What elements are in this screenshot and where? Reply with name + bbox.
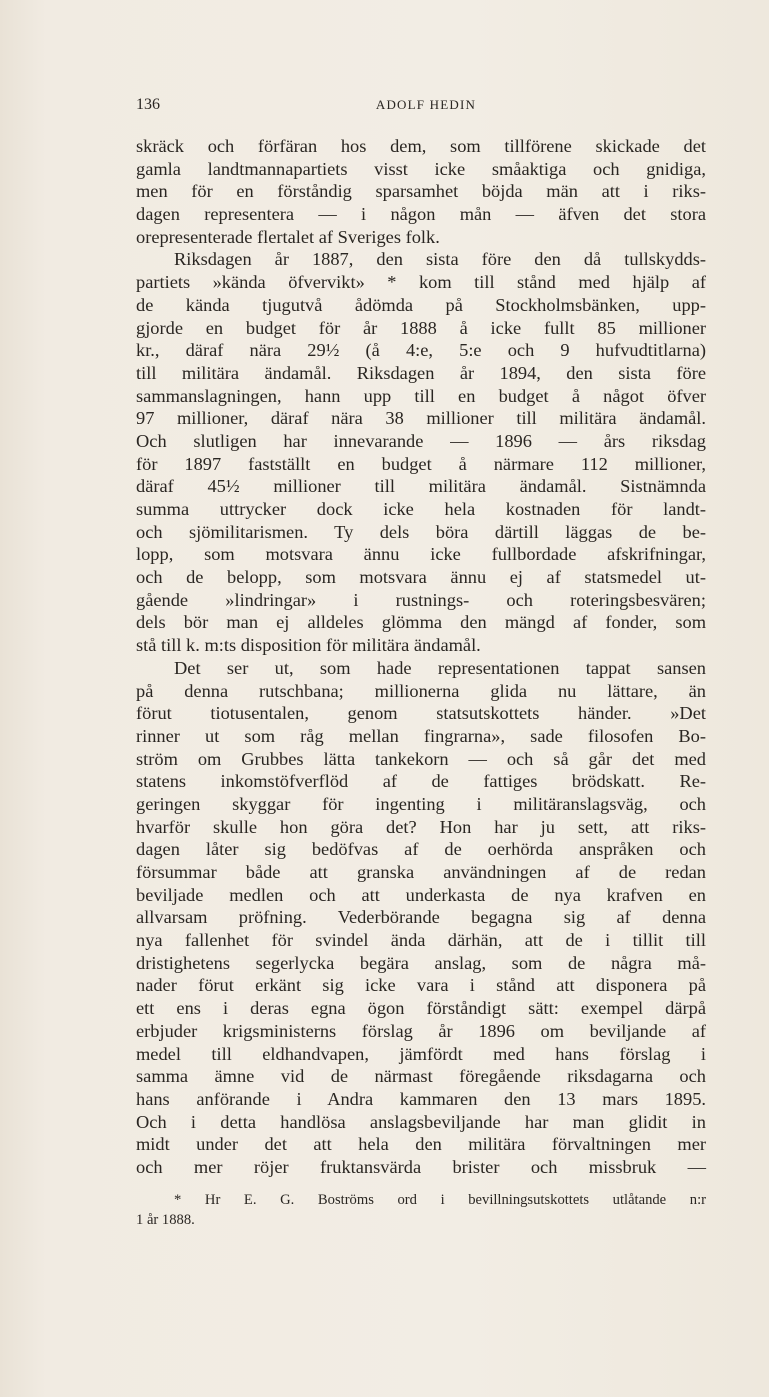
text-line: till militära ändamål. Riksdagen år 1894, den sista före bbox=[136, 362, 706, 383]
text-line: hvarför skulle hon göra det? Hon har ju sett, att riks- bbox=[136, 816, 706, 837]
text-line: beviljade medlen och att underkasta de nya krafven en bbox=[136, 884, 706, 905]
text-line: stå till k. m:ts disposition för militära ändamål. bbox=[136, 635, 481, 656]
text-line: kr., däraf nära 29½ (å 4:e, 5:e och 9 hufvudtitlarna) bbox=[136, 340, 706, 361]
text-line: rinner ut som råg mellan fingrarna», sade filosofen Bo- bbox=[136, 725, 706, 746]
footnote bbox=[136, 1190, 706, 1230]
text-line: 97 millioner, däraf nära 38 millioner till militära ändamål. bbox=[136, 408, 706, 429]
text-line: gjorde en budget för år 1888 å icke fullt 85 millioner bbox=[136, 317, 706, 338]
text-line: de kända tjugutvå ådömda på Stockholmsbänken, upp- bbox=[136, 294, 706, 315]
text-line: nader förut erkänt sig icke vara i stånd att disponera på bbox=[136, 975, 706, 996]
text-line: förut tiotusentalen, genom statsutskottets händer. »Det bbox=[136, 703, 706, 724]
running-title: ADOLF HEDIN bbox=[375, 97, 477, 112]
text-line: skräck och förfäran hos dem, som tillförene skickade det bbox=[136, 136, 706, 156]
text-line: dels bör man ej alldeles glömma den mängd af fonder, som bbox=[136, 612, 706, 633]
text-line: summa uttrycker dock icke hela kostnaden för landt- bbox=[136, 499, 706, 519]
footnote-line: 1 år 1888. bbox=[136, 1212, 195, 1228]
text-line: dristighetens segerlycka begära anslag, som de några må- bbox=[136, 952, 706, 973]
text-line: samma ämne vid de närmast föregående riksdagarna och bbox=[136, 1066, 706, 1087]
text-line: för 1897 fastställt en budget å närmare 112 millioner, bbox=[136, 453, 706, 474]
text-line: statens inkomstöfverflöd af de fattiges brödskatt. Re- bbox=[136, 771, 706, 792]
text-line: Det ser ut, som hade representationen tappat sansen bbox=[174, 657, 706, 678]
text-line: erbjuder krigsministerns förslag år 1896 om beviljande af bbox=[136, 1020, 706, 1041]
text-line: nya fallenhet för svindel ända därhän, att de i tillit till bbox=[136, 930, 706, 951]
text-line: lopp, som motsvara ännu icke fullbordade afskrifningar, bbox=[136, 544, 706, 565]
text-line: medel till eldhandvapen, jämfördt med hans förslag i bbox=[136, 1043, 706, 1064]
text-line: sammanslagningen, hann upp till en budget å något öfver bbox=[136, 385, 706, 406]
text-line: däraf 45½ millioner till militära ändamål. Sistnämnda bbox=[136, 476, 706, 497]
footnote-line: * Hr E. G. Boströms ord i bevillningsutskottets utlåtande n:r bbox=[174, 1192, 706, 1208]
text-line: Och slutligen har innevarande — 1896 — års riksdag bbox=[136, 430, 706, 451]
page-number: 136 bbox=[136, 96, 160, 113]
text-line: ett ens i deras egna ögon förståndigt sätt: exempel därpå bbox=[136, 998, 706, 1019]
text-line: Och i detta handlösa anslagsbeviljande har man glidit in bbox=[136, 1111, 706, 1132]
text-line: och de belopp, som motsvara ännu ej af statsmedel ut- bbox=[136, 567, 706, 588]
page-header bbox=[136, 96, 706, 118]
text-line: hans anförande i Andra kammaren den 13 mars 1895. bbox=[136, 1088, 706, 1109]
text-line: geringen skyggar för ingenting i militäranslagsväg, och bbox=[136, 793, 706, 814]
text-line: allvarsam pröfning. Vederbörande begagna sig af denna bbox=[136, 907, 706, 928]
text-line: gående »lindringar» i rustnings- och roteringsbesvären; bbox=[136, 589, 706, 610]
text-line: dagen representera — i någon mån — äfven det stora bbox=[136, 204, 706, 225]
text-line: och mer röjer fruktansvärda brister och missbruk — bbox=[136, 1156, 706, 1177]
text-line: dagen låter sig bedöfvas af de oerhörda anspråken och bbox=[136, 839, 706, 860]
text-line: ström om Grubbes lätta tankekorn — och så går det med bbox=[136, 748, 706, 769]
text-line: på denna rutschbana; millionerna glida nu lättare, än bbox=[136, 680, 706, 701]
text-line: och sjömilitarismen. Ty dels böra därtill läggas de be- bbox=[136, 521, 706, 542]
text-line: Riksdagen år 1887, den sista före den då tullskydds- bbox=[174, 249, 706, 270]
text-line: partiets »kända öfvervikt» * kom till stånd med hjälp af bbox=[136, 272, 706, 293]
text-line: midt under det att hela den militära förvaltningen mer bbox=[136, 1134, 706, 1155]
text-line: men för en förståndig sparsamhet böjda män att i riks- bbox=[136, 181, 706, 202]
text-line: gamla landtmannapartiets visst icke småaktiga och gnidiga, bbox=[136, 158, 706, 179]
text-line: orepresenterade flertalet af Sveriges folk. bbox=[136, 226, 440, 247]
body-text bbox=[136, 135, 706, 1179]
text-line: försummar både att granska användningen af de redan bbox=[136, 862, 706, 882]
